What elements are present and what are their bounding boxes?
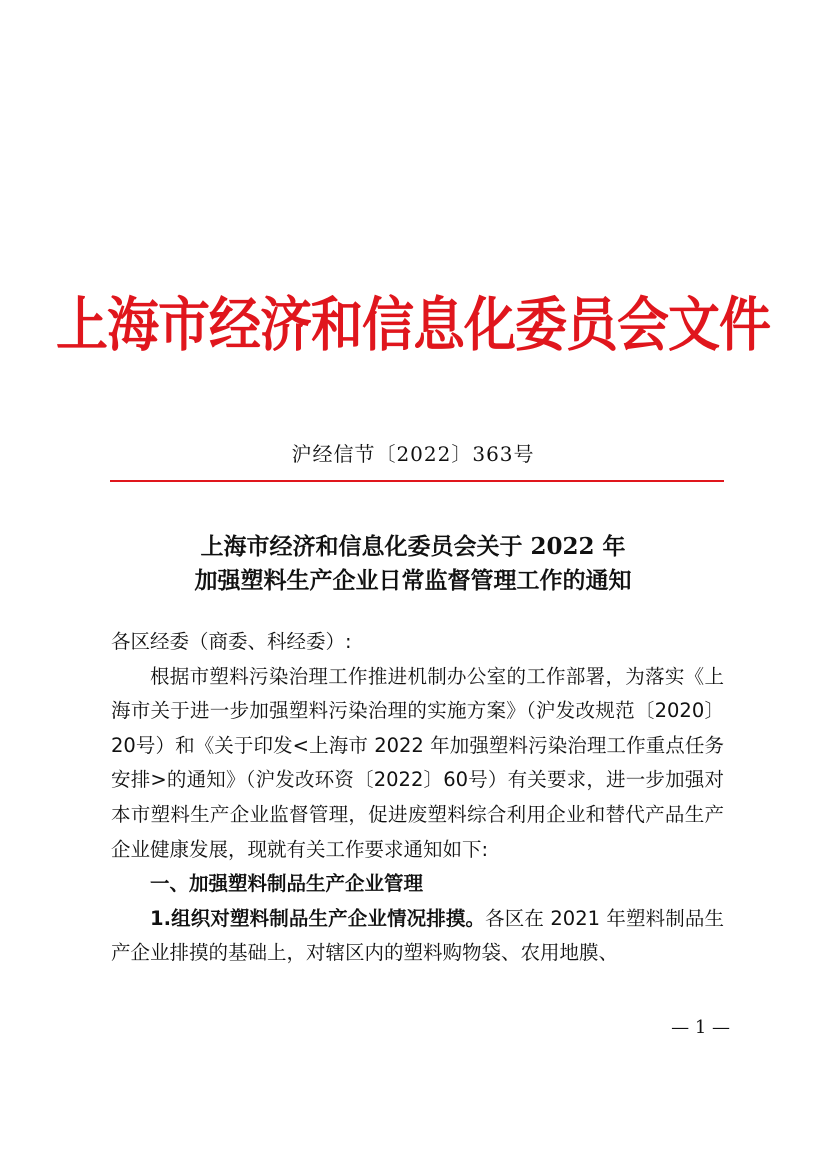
document-number: 沪经信节〔2022〕363号 [291, 442, 535, 466]
issuing-authority-header: 上海市经济和信息化委员会文件 [55, 291, 770, 360]
section-heading: 一、加强塑料制品生产企业管理 [150, 872, 424, 896]
salutation: 各区经委（商委、科经委）: [111, 630, 352, 653]
document-title [0, 530, 826, 598]
title-line-1: 上海市经济和信息化委员会关于 2022 年 [200, 533, 626, 560]
list-item-text: 各区在 2021 年塑料制品生产企业排摸的基础上，对辖区内的塑料购物袋、农用地膜、 [111, 906, 724, 965]
document-body [111, 625, 724, 971]
list-item [111, 902, 724, 971]
list-item-lead: 1.组织对塑料制品生产企业情况排摸。 [150, 906, 486, 930]
body-paragraph: 根据市塑料污染治理工作推进机制办公室的工作部署，为落实《上海市关于进一步加强塑料污染治理的实施方案》（沪发改规范〔2020〕20号）和《关于印发<上海市 2022 年加强塑料污染治理工作重点任务安排>的通知》（沪发改环资〔2022〕60号）有关要求，进一步加强对本市塑料生产企业监督管理，促进废塑料综合利用企业和替代产品生产企业健康发展，现就有关工作要求通知如下: [111, 664, 724, 861]
red-divider-line [110, 480, 724, 482]
title-line-2: 加强塑料生产企业日常监督管理工作的通知 [194, 567, 632, 594]
page-number: — 1 — [671, 1017, 730, 1038]
